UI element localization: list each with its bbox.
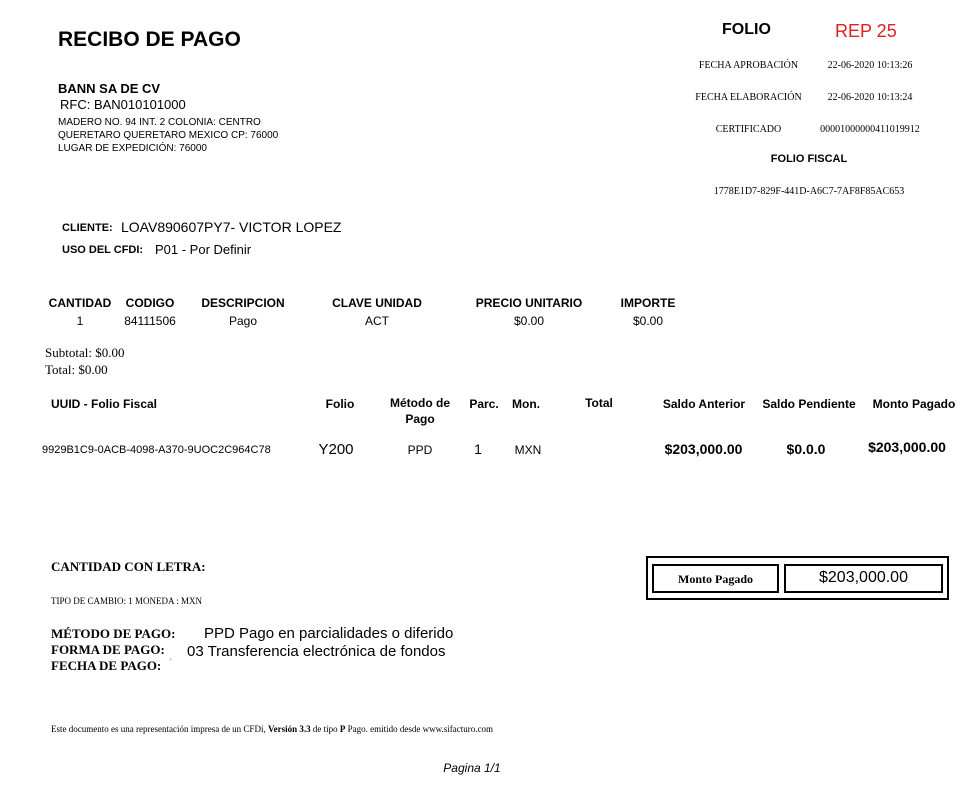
cell-mon: MXN bbox=[514, 443, 542, 457]
col-header-total: Total bbox=[585, 396, 613, 410]
fecha-elaboracion-label: FECHA ELABORACIÓN bbox=[695, 92, 802, 103]
cliente-value: LOAV890607PY7- VICTOR LOPEZ bbox=[121, 219, 342, 235]
folio-fiscal-label: FOLIO FISCAL bbox=[770, 153, 848, 165]
cell-monto-pagado: $203,000.00 bbox=[868, 439, 946, 455]
monto-pagado-label: Monto Pagado bbox=[678, 572, 753, 586]
emisor-lugar-expedicion: LUGAR DE EXPEDICIÓN: 76000 bbox=[58, 143, 207, 154]
monto-pagado-value: $203,000.00 bbox=[819, 569, 908, 586]
page-number: Pagina 1/1 bbox=[443, 761, 501, 775]
col-header-descripcion: DESCRIPCION bbox=[201, 296, 285, 310]
certificado-label: CERTIFICADO bbox=[715, 124, 782, 135]
cell-parc: 1 bbox=[474, 441, 482, 457]
certificado-value: 00001000000411019912 bbox=[820, 124, 920, 135]
col-header-uuid: UUID - Folio Fiscal bbox=[51, 397, 158, 411]
col-header-importe: IMPORTE bbox=[620, 296, 676, 310]
folio-fiscal-value: 1778E1D7-829F-441D-A6C7-7AF8F85AC653 bbox=[713, 186, 905, 197]
col-header-monto-pagado: Monto Pagado bbox=[872, 397, 956, 411]
folio-label: FOLIO bbox=[722, 21, 771, 38]
col-header-saldo-anterior: Saldo Anterior bbox=[662, 397, 746, 411]
leyenda-mid: de tipo bbox=[312, 724, 338, 734]
fecha-pago-label: FECHA DE PAGO: bbox=[51, 658, 162, 673]
col-header-cantidad: CANTIDAD bbox=[48, 296, 112, 310]
col-header-parc: Parc. bbox=[469, 397, 499, 411]
col-header-metodo-line1: Método de bbox=[390, 396, 450, 410]
forma-pago-label: FORMA DE PAGO: bbox=[51, 642, 165, 657]
tipo-cambio: TIPO DE CAMBIO: 1 MONEDA : MXN bbox=[51, 596, 203, 606]
cliente-label: CLIENTE: bbox=[62, 222, 113, 234]
cell-saldo-pendiente: $0.0.0 bbox=[786, 441, 826, 457]
emisor-rfc: RFC: BAN010101000 bbox=[60, 97, 186, 112]
cell-codigo: 84111506 bbox=[124, 314, 176, 328]
cell-saldo-anterior: $203,000.00 bbox=[664, 441, 743, 457]
metodo-pago-label: MÉTODO DE PAGO: bbox=[51, 626, 176, 641]
total: Total: $0.00 bbox=[45, 362, 108, 377]
fecha-elaboracion-value: 22-06-2020 10:13:24 bbox=[827, 92, 913, 103]
cell-cantidad: 1 bbox=[76, 314, 84, 328]
metodo-pago-value: PPD Pago en parcialidades o diferido bbox=[204, 625, 454, 642]
cell-precio-unitario: $0.00 bbox=[513, 314, 545, 328]
leyenda-pre: Este documento es una representación impresa de un CFDi, bbox=[51, 724, 266, 734]
leyenda-post: Pago. emitido desde www.sifacturo.com bbox=[347, 724, 494, 734]
col-header-saldo-pendiente: Saldo Pendiente bbox=[762, 397, 856, 411]
col-header-folio: Folio bbox=[325, 397, 355, 411]
cell-folio: Y200 bbox=[318, 441, 354, 458]
cantidad-letra-label: CANTIDAD CON LETRA: bbox=[51, 559, 206, 574]
col-header-clave-unidad: CLAVE UNIDAD bbox=[332, 296, 422, 310]
col-header-codigo: CODIGO bbox=[125, 296, 175, 310]
leyenda-version: Versión 3.3 bbox=[267, 724, 311, 734]
cell-clave-unidad: ACT bbox=[365, 314, 389, 328]
emisor-address-line2: QUERETARO QUERETARO MEXICO CP: 76000 bbox=[58, 130, 279, 141]
cell-importe: $0.00 bbox=[632, 314, 664, 328]
folio-value: REP 25 bbox=[835, 21, 897, 41]
uso-cfdi-value: P01 - Por Definir bbox=[155, 242, 252, 257]
fecha-pago-value: ' bbox=[170, 657, 172, 667]
leyenda-cfdi bbox=[51, 724, 493, 734]
col-header-mon: Mon. bbox=[512, 397, 540, 411]
fecha-aprobacion-label: FECHA APROBACIÓN bbox=[698, 60, 799, 71]
cell-metodo: PPD bbox=[407, 443, 433, 457]
document-title: RECIBO DE PAGO bbox=[58, 28, 241, 51]
leyenda-tipo: P bbox=[339, 724, 346, 734]
forma-pago-value: 03 Transferencia electrónica de fondos bbox=[187, 643, 446, 660]
fecha-aprobacion-value: 22-06-2020 10:13:26 bbox=[827, 60, 913, 71]
cell-uuid: 9929B1C9-0ACB-4098-A370-9UOC2C964C78 bbox=[42, 444, 271, 456]
subtotal: Subtotal: $0.00 bbox=[45, 345, 125, 360]
emisor-address-line1: MADERO NO. 94 INT. 2 COLONIA: CENTRO bbox=[58, 117, 261, 128]
emisor-name: BANN SA DE CV bbox=[58, 81, 161, 96]
uso-cfdi-label: USO DEL CFDI: bbox=[62, 244, 144, 256]
cell-descripcion: Pago bbox=[228, 314, 258, 328]
col-header-precio-unitario: PRECIO UNITARIO bbox=[475, 296, 583, 310]
col-header-metodo-line2: Pago bbox=[405, 412, 435, 426]
